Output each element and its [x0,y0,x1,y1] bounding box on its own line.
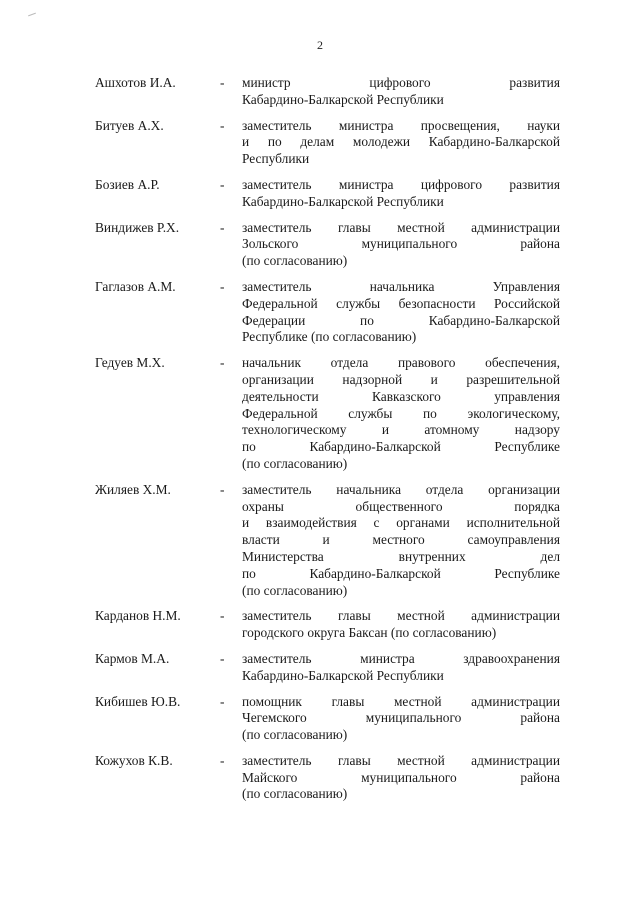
position-line: Кабардино-Балкарской Республики [242,193,444,209]
position-line: Федерации по Кабардино-Балкарской [242,312,560,328]
position-line: (по согласованию) [242,455,348,471]
position-line: и взаимодействия с органами исполнительной [242,515,560,531]
member-name: Бозиев А.Р. [95,176,160,192]
member-row [95,651,560,685]
position-line: власти и местного самоуправления [242,532,560,548]
dash-separator: - [220,176,225,192]
position-line: заместитель главы местной администрации [242,219,560,235]
member-row [95,177,560,211]
member-row [95,75,560,109]
position-line: заместитель начальника отдела организации [242,481,560,497]
member-name: Битуев А.Х. [95,117,164,133]
member-name: Кожухов К.В. [95,752,173,768]
member-position [242,355,560,473]
position-line: помощник главы местной администрации [242,693,560,709]
position-line: (по согласованию) [242,786,348,802]
position-line: Республики [242,151,310,167]
member-row [95,753,560,803]
member-name: Виндижев Р.Х. [95,219,180,235]
member-name: Кармов М.А. [95,650,170,666]
member-name: Ашхотов И.А. [95,75,176,90]
position-line: заместитель министра цифрового развития [242,176,560,192]
member-position [242,177,560,211]
position-line: заместитель министра здравоохранения [242,650,560,666]
position-line: охраны общественного порядка [242,498,560,514]
dash-separator: - [220,117,225,133]
position-line: заместитель главы местной администрации [242,608,560,624]
position-line: (по согласованию) [242,253,348,269]
dash-separator: - [220,219,225,235]
member-row [95,220,560,270]
dash-separator: - [220,355,225,371]
position-line: Кабардино-Балкарской Республики [242,667,444,683]
member-position [242,608,560,642]
position-line: Майского муниципального района [242,769,560,785]
position-line: (по согласованию) [242,582,348,598]
member-position [242,279,560,346]
member-list [95,75,560,812]
member-row [95,482,560,600]
dash-separator: - [220,752,225,768]
dash-separator: - [220,693,225,709]
position-line: Зольского муниципального района [242,236,560,252]
member-row [95,608,560,642]
dash-separator: - [220,75,225,90]
position-line: городского округа Баксан (по согласованию) [242,625,497,641]
dash-separator: - [220,481,225,497]
position-line: и по делам молодежи Кабардино-Балкарской [242,134,560,150]
position-line: Федеральной службы по экологическому, [242,405,560,421]
position-line: Республике (по согласованию) [242,329,417,345]
member-name: Жиляев Х.М. [95,481,171,497]
dash-separator: - [220,278,225,294]
position-line: Министерства внутренних дел [242,548,560,564]
member-position [242,118,560,168]
member-name: Гаглазов А.М. [95,278,176,294]
position-line: Федеральной службы безопасности Российской [242,295,560,311]
position-line: Кабардино-Балкарской Республики [242,91,444,107]
member-row [95,355,560,473]
member-position [242,482,560,600]
page-number: 2 [317,38,323,52]
member-name: Гедуев М.Х. [95,355,165,371]
position-line: Чегемского муниципального района [242,710,560,726]
position-line: министр цифрового развития [242,75,560,90]
member-row [95,118,560,168]
member-position [242,753,560,803]
position-line: по Кабардино-Балкарской Республике [242,565,560,581]
member-position [242,694,560,744]
member-name: Карданов Н.М. [95,608,181,624]
position-line: технологическому и атомному надзору [242,422,560,438]
position-line: деятельности Кавказского управления [242,388,560,404]
member-position [242,75,560,109]
scan-artifact [28,13,36,17]
dash-separator: - [220,650,225,666]
member-name: Кибишев Ю.В. [95,693,181,709]
position-line: заместитель главы местной администрации [242,752,560,768]
member-row [95,694,560,744]
member-position [242,220,560,270]
member-position [242,651,560,685]
position-line: по Кабардино-Балкарской Республике [242,439,560,455]
position-line: организации надзорной и разрешительной [242,371,560,387]
position-line: (по согласованию) [242,727,348,743]
member-row [95,279,560,346]
position-line: заместитель начальника Управления [242,278,560,294]
dash-separator: - [220,608,225,624]
position-line: заместитель министра просвещения, науки [242,117,560,133]
position-line: начальник отдела правового обеспечения, [242,355,560,371]
